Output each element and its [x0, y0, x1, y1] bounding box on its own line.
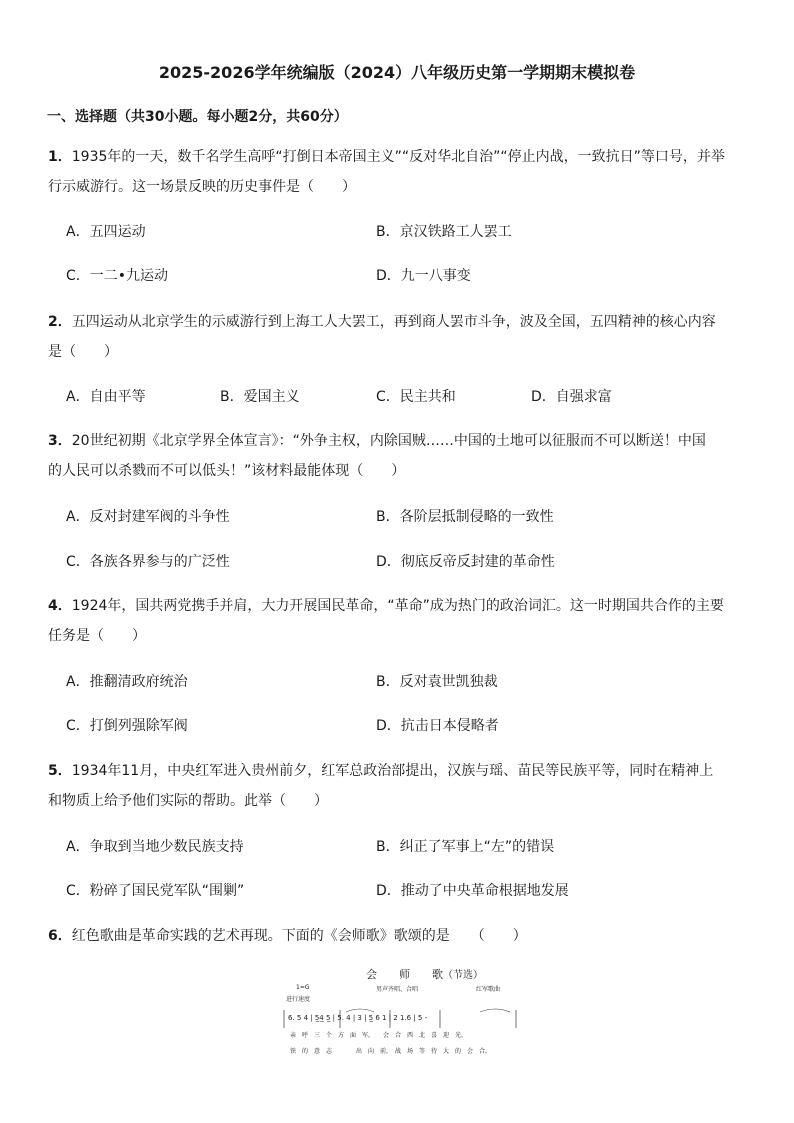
question-1-line-2: 行示威游行。这一场景反映的历史事件是（ ） — [48, 179, 356, 195]
question-5-number: 5． — [48, 763, 72, 779]
question-2-text-1: 五四运动从北京学生的示威游行到上海工人大罢工，再到商人罢市斗争，波及全国，五四精神的核心内容 — [71, 314, 716, 330]
question-5-option-d[interactable]: D．推动了中央革命根据地发展 — [376, 883, 569, 899]
song-tempo: 进行速度 — [286, 996, 311, 1003]
question-2-option-c[interactable]: C．民主共和 — [376, 389, 456, 405]
question-5-line-2: 和物质上给予他们实际的帮助。此举（ ） — [48, 793, 328, 809]
section-heading: 一、选择题（共30小题。每小题2分，共60分） — [47, 109, 348, 125]
song-lyrics-line-1: 亲 呼 三 个 方 面 军， 会 合 西 北 喜 迎 光， — [290, 1032, 468, 1039]
exam-title: 2025-2026学年统编版（2024）八年级历史第一学期期末模拟卷 — [158, 63, 636, 82]
song-performers: 男声齐唱、合唱 — [376, 986, 419, 993]
question-3-number: 3． — [48, 433, 72, 449]
question-3-option-b[interactable]: B．各阶层抵制侵略的一致性 — [376, 509, 554, 525]
question-4-option-b[interactable]: B．反对袁世凯独裁 — [376, 674, 498, 690]
question-4-option-a[interactable]: A．推翻清政府统治 — [66, 674, 188, 690]
question-5-line-1 — [48, 761, 713, 781]
song-lyrics-line-2: 铁 的 意 志 出 向 前， 战 场 等 待 大 的 会 合。 — [290, 1048, 492, 1055]
question-2-number: 2． — [48, 314, 72, 330]
question-4-option-c[interactable]: C．打倒列强除军阀 — [66, 718, 188, 734]
question-3-option-c[interactable]: C．各族各界参与的广泛性 — [66, 554, 230, 570]
question-1-line-1 — [48, 147, 725, 167]
question-5-option-b[interactable]: B．纠正了军事上“左”的错误 — [376, 839, 555, 855]
question-1-option-b[interactable]: B．京汉铁路工人罢工 — [376, 224, 512, 240]
question-6-number: 6． — [48, 928, 72, 944]
song-source: 红军歌曲 — [476, 986, 501, 993]
question-1-option-d[interactable]: D．九一八事变 — [376, 268, 471, 284]
question-4-text-1: 1924年，国共两党携手并肩，大力开展国民革命，“革命”成为热门的政治词汇。这一时期国共合作的主要 — [71, 598, 724, 614]
question-3-option-d[interactable]: D．彻底反帝反封建的革命性 — [376, 554, 555, 570]
question-6-text-1: 红色歌曲是革命实践的艺术再现。下面的《会师歌》歌颂的是 （ ） — [71, 928, 527, 944]
question-5-option-c[interactable]: C．粉碎了国民党军队“围剿” — [66, 883, 245, 899]
question-3-line-1 — [48, 431, 706, 451]
question-1-text-1: 1935年的一天，数千名学生高呼“打倒日本帝国主义”“反对华北自治”“停止内战，一致抗日”等口号，并举 — [71, 149, 725, 165]
question-3-option-a[interactable]: A．反对封建军阀的斗争性 — [66, 509, 230, 525]
question-2-line-1 — [48, 312, 716, 332]
question-6-line-1 — [48, 926, 527, 946]
song-score-figure — [280, 962, 520, 1072]
question-1-number: 1． — [48, 149, 72, 165]
question-2-option-b[interactable]: B．爱国主义 — [220, 389, 300, 405]
question-5-text-1: 1934年11月，中央红军进入贵州前夕，红军总政治部提出，汉族与瑶、苗民等民族平等，同时在精神上 — [71, 763, 714, 779]
question-1-option-a[interactable]: A．五四运动 — [66, 224, 146, 240]
question-5-option-a[interactable]: A．争取到当地少数民族支持 — [66, 839, 244, 855]
song-notes: 6. 5 4 | 5̲4̲ 5̲ | 5. 4 | 3 | 5̲ 6 1 | 2 1.6 | 5 - — [288, 1014, 428, 1022]
question-1-option-c[interactable]: C．一二•九运动 — [66, 268, 169, 284]
question-2-option-a[interactable]: A．自由平等 — [66, 389, 146, 405]
song-title: 会 师 歌 — [366, 968, 443, 981]
question-2-line-2: 是（ ） — [48, 344, 118, 360]
song-title-row — [366, 966, 483, 982]
question-4-option-d[interactable]: D．抗击日本侵略者 — [376, 718, 499, 734]
question-4-number: 4． — [48, 598, 72, 614]
question-2-option-d[interactable]: D．自强求富 — [531, 389, 612, 405]
question-4-line-2: 任务是（ ） — [48, 628, 146, 644]
song-subtitle: （节选） — [443, 970, 483, 981]
question-3-line-2: 的人民可以杀戮而不可以低头！”该材料最能体现（ ） — [48, 463, 406, 479]
question-3-text-1: 20世纪初期《北京学界全体宣言》：“外争主权，内除国贼……中国的土地可以征服而不可以断送！中国 — [71, 433, 706, 449]
question-4-line-1 — [48, 596, 724, 616]
song-key: 1=G — [296, 984, 310, 991]
